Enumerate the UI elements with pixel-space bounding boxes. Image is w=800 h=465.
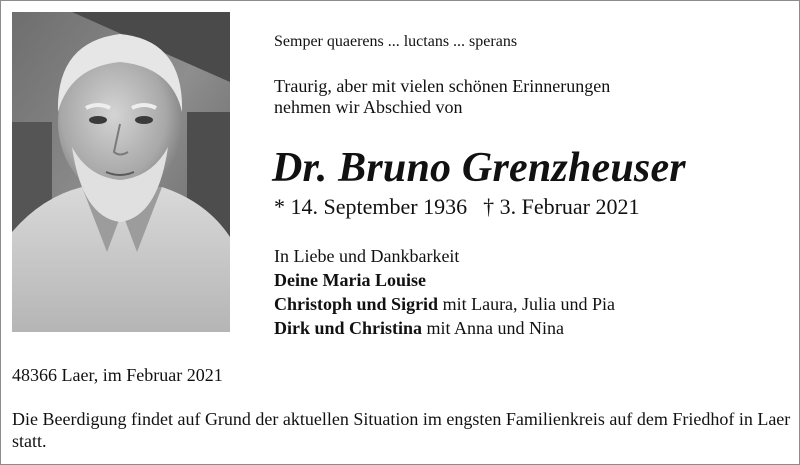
family-member [274, 268, 615, 292]
life-dates [274, 193, 640, 221]
death-date: † 3. Februar 2021 [483, 194, 640, 219]
family-member-name: Dirk und Christina [274, 318, 423, 338]
family-intro: In Liebe und Dankbarkeit [274, 246, 460, 266]
birth-date: * 14. September 1936 [274, 194, 468, 219]
motto: Semper quaerens ... luctans ... sperans [274, 33, 518, 50]
family-member [274, 292, 615, 316]
family-member-extra: mit Laura, Julia und Pia [438, 294, 616, 314]
family-member-extra: mit Anna und Nina [422, 318, 565, 338]
funeral-note: Die Beerdigung findet auf Grund der aktuellen Situation im engsten Familienkreis auf dem Friedhof in Laer statt. [12, 409, 791, 451]
portrait-photo [12, 12, 230, 332]
family-signature [274, 244, 615, 340]
family-member [274, 316, 615, 340]
place-and-date: 48366 Laer, im Februar 2021 [12, 365, 223, 385]
deceased-name: Dr. Bruno Grenzheuser [272, 145, 686, 191]
family-member-name: Deine Maria Louise [274, 270, 426, 290]
family-member-name: Christoph und Sigrid [274, 294, 439, 314]
intro-text [274, 76, 610, 118]
intro-line-1: Traurig, aber mit vielen schönen Erinnerungen [274, 76, 611, 96]
intro-line-2: nehmen wir Abschied von [274, 97, 463, 117]
